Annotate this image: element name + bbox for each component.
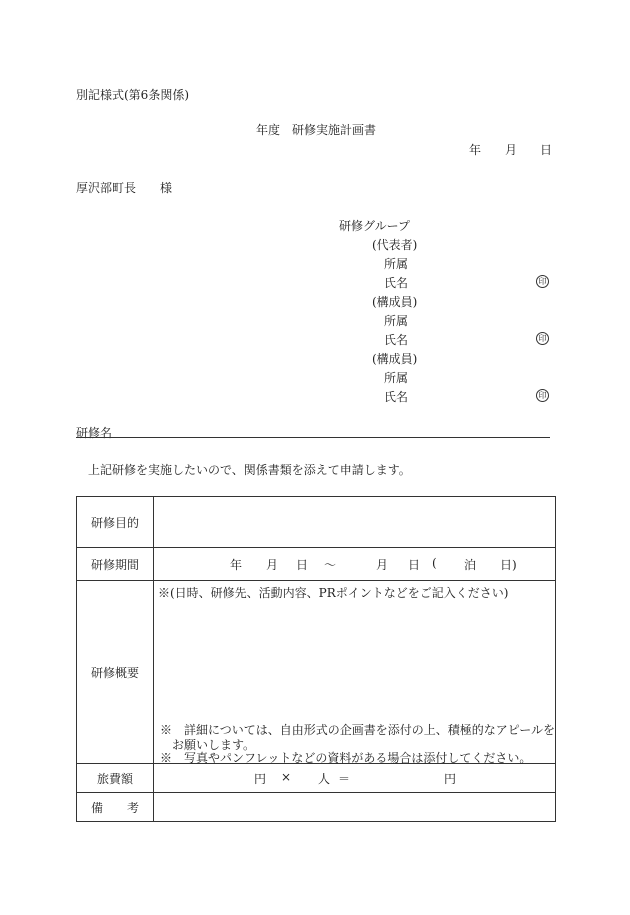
period-day: 日 — [296, 558, 309, 572]
period-month-end: 月 — [376, 558, 389, 572]
group-label: 研修グループ — [339, 219, 411, 233]
overview-field[interactable] — [154, 581, 556, 764]
overview-label: 研修概要 — [77, 581, 154, 764]
period-day-end: 日 — [408, 558, 421, 572]
period-year: 年 — [230, 558, 243, 572]
period-nights: 泊 — [464, 558, 477, 572]
table-row — [77, 764, 556, 793]
period-label: 研修期間 — [77, 548, 154, 581]
seal-icon: 印 — [536, 275, 549, 288]
travel-cost-field[interactable] — [154, 764, 556, 793]
name-label: 氏名 — [384, 276, 409, 290]
form-reference: 別記様式(第6条関係) — [76, 88, 189, 102]
remarks-field[interactable] — [154, 793, 556, 822]
date-day: 日 — [540, 143, 553, 157]
table-row — [77, 497, 556, 548]
period-field[interactable] — [154, 548, 556, 581]
purpose-field[interactable] — [154, 497, 556, 548]
date-month: 月 — [505, 143, 518, 157]
travel-equals: ＝ — [338, 772, 351, 786]
travel-yen: 円 — [254, 772, 267, 786]
member-label: (構成員) — [372, 295, 418, 309]
table-row — [77, 793, 556, 822]
representative-label: (代表者) — [372, 238, 418, 252]
travel-yen-total: 円 — [444, 772, 457, 786]
training-name-underline — [76, 437, 550, 438]
table-row — [77, 581, 556, 764]
period-days: 日) — [500, 558, 517, 572]
addressee: 厚沢部町長 様 — [76, 181, 173, 195]
seal-icon: 印 — [536, 389, 549, 402]
affiliation-label: 所属 — [384, 314, 409, 328]
date-year: 年 — [469, 143, 482, 157]
overview-note-attachment: ※ 写真やパンフレットなどの資料がある場合は添付してください。 — [160, 751, 532, 765]
affiliation-label: 所属 — [384, 371, 409, 385]
seal-icon: 印 — [536, 332, 549, 345]
travel-cost-label: 旅費額 — [77, 764, 154, 793]
travel-times: × — [281, 770, 292, 784]
training-plan-table — [76, 496, 556, 822]
table-row — [77, 548, 556, 581]
period-tilde: 〜 — [324, 558, 337, 572]
application-statement: 上記研修を実施したいので、関係書類を添えて申請します。 — [88, 463, 411, 477]
overview-note-detail: ※ 詳細については、自由形式の企画書を添付の上、積極的なアピールを — [160, 723, 556, 737]
name-label: 氏名 — [384, 390, 409, 404]
member-label: (構成員) — [372, 352, 418, 366]
purpose-label: 研修目的 — [77, 497, 154, 548]
training-name-label: 研修名 — [76, 426, 113, 440]
remarks-label: 備 考 — [77, 793, 154, 822]
travel-people: 人 — [318, 772, 331, 786]
affiliation-label: 所属 — [384, 257, 409, 271]
document-title: 年度 研修実施計画書 — [256, 123, 377, 137]
period-month: 月 — [266, 558, 279, 572]
period-paren: ( — [432, 556, 437, 570]
overview-note-detail-cont: お願いします。 — [172, 738, 256, 752]
name-label: 氏名 — [384, 333, 409, 347]
overview-hint: ※(日時、研修先、活動内容、PRポイントなどをご記入ください) — [158, 586, 509, 600]
